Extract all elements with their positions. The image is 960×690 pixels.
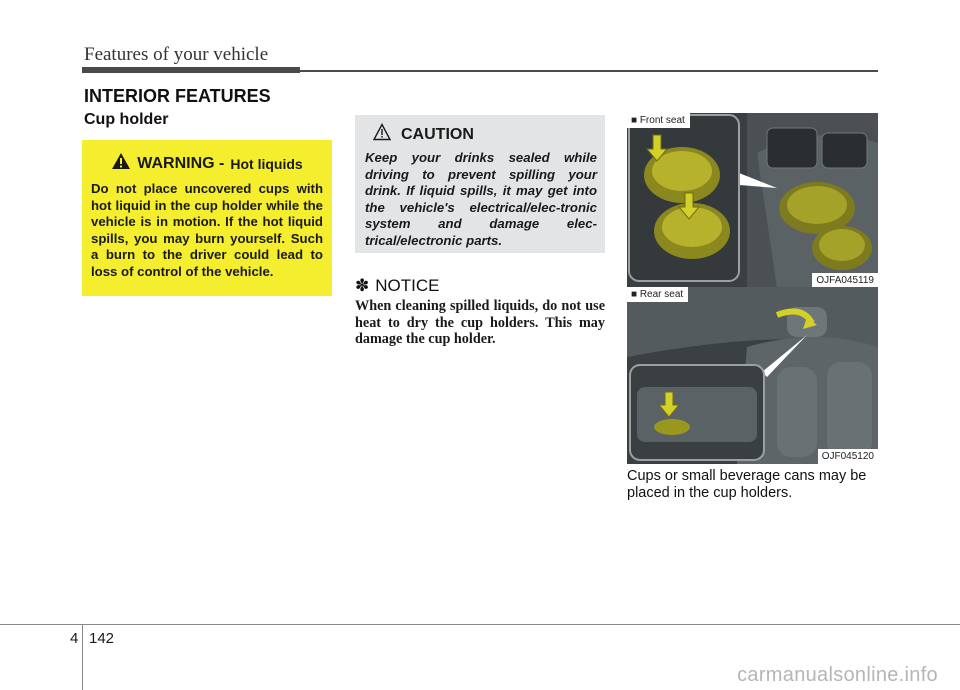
warning-header (91, 152, 323, 175)
rear-seat-cup-holder-image (627, 287, 878, 464)
rear-seat-label: ■ Rear seat (627, 287, 688, 302)
caution-triangle-icon (373, 123, 391, 146)
caution-title: CAUTION (401, 125, 474, 143)
caution-header (365, 123, 597, 146)
notice-title: NOTICE (375, 276, 440, 295)
warning-body: Do not place uncovered cups with hot liquid in the cup holder while the vehicle is in motion. If the hot liquid spills, you may burn yourself. Such a burn to the driver could lead to loss of control of the vehicle. (91, 181, 323, 279)
front-seat-cup-holder-image (627, 113, 878, 288)
watermark: carmanualsonline.info (737, 664, 938, 686)
warning-triangle-icon (111, 152, 131, 175)
front-seat-illustration (627, 113, 878, 288)
warning-subtitle: Hot liquids (230, 155, 303, 172)
front-seat-label: ■ Front seat (627, 113, 690, 128)
cup-holder-description: Cups or small beverage cans may be placed in the cup holders. (627, 468, 867, 501)
page-number: 142 (89, 630, 115, 647)
section-title: INTERIOR FEATURES (84, 86, 271, 106)
rear-seat-illustration (627, 287, 878, 464)
header-bar (82, 67, 300, 73)
notice-header (355, 276, 439, 296)
header-title: Features of your vehicle (84, 44, 269, 65)
caution-box (355, 115, 605, 253)
warning-box (82, 140, 332, 296)
header-rule (300, 70, 878, 72)
rear-seat-image-code: OJF045120 (818, 449, 878, 464)
caution-body: Keep your drinks sealed while driving to prevent spilling your drink. If liquid spills, it may get into the vehicle's electrical/elec-tronic system and damage elec-trical/electronic parts. (365, 150, 597, 248)
front-seat-image-code: OJFA045119 (812, 273, 878, 288)
warning-title: WARNING - (137, 154, 225, 172)
chapter-number: 4 (70, 630, 79, 647)
sub-title: Cup holder (84, 111, 169, 128)
notice-body: When cleaning spilled liquids, do not use heat to dry the cup holders. This may damage the cup holder. (355, 298, 605, 347)
footer-divider (82, 624, 83, 690)
notice-symbol-icon: ✽ (355, 276, 370, 295)
footer-rule (0, 624, 960, 625)
